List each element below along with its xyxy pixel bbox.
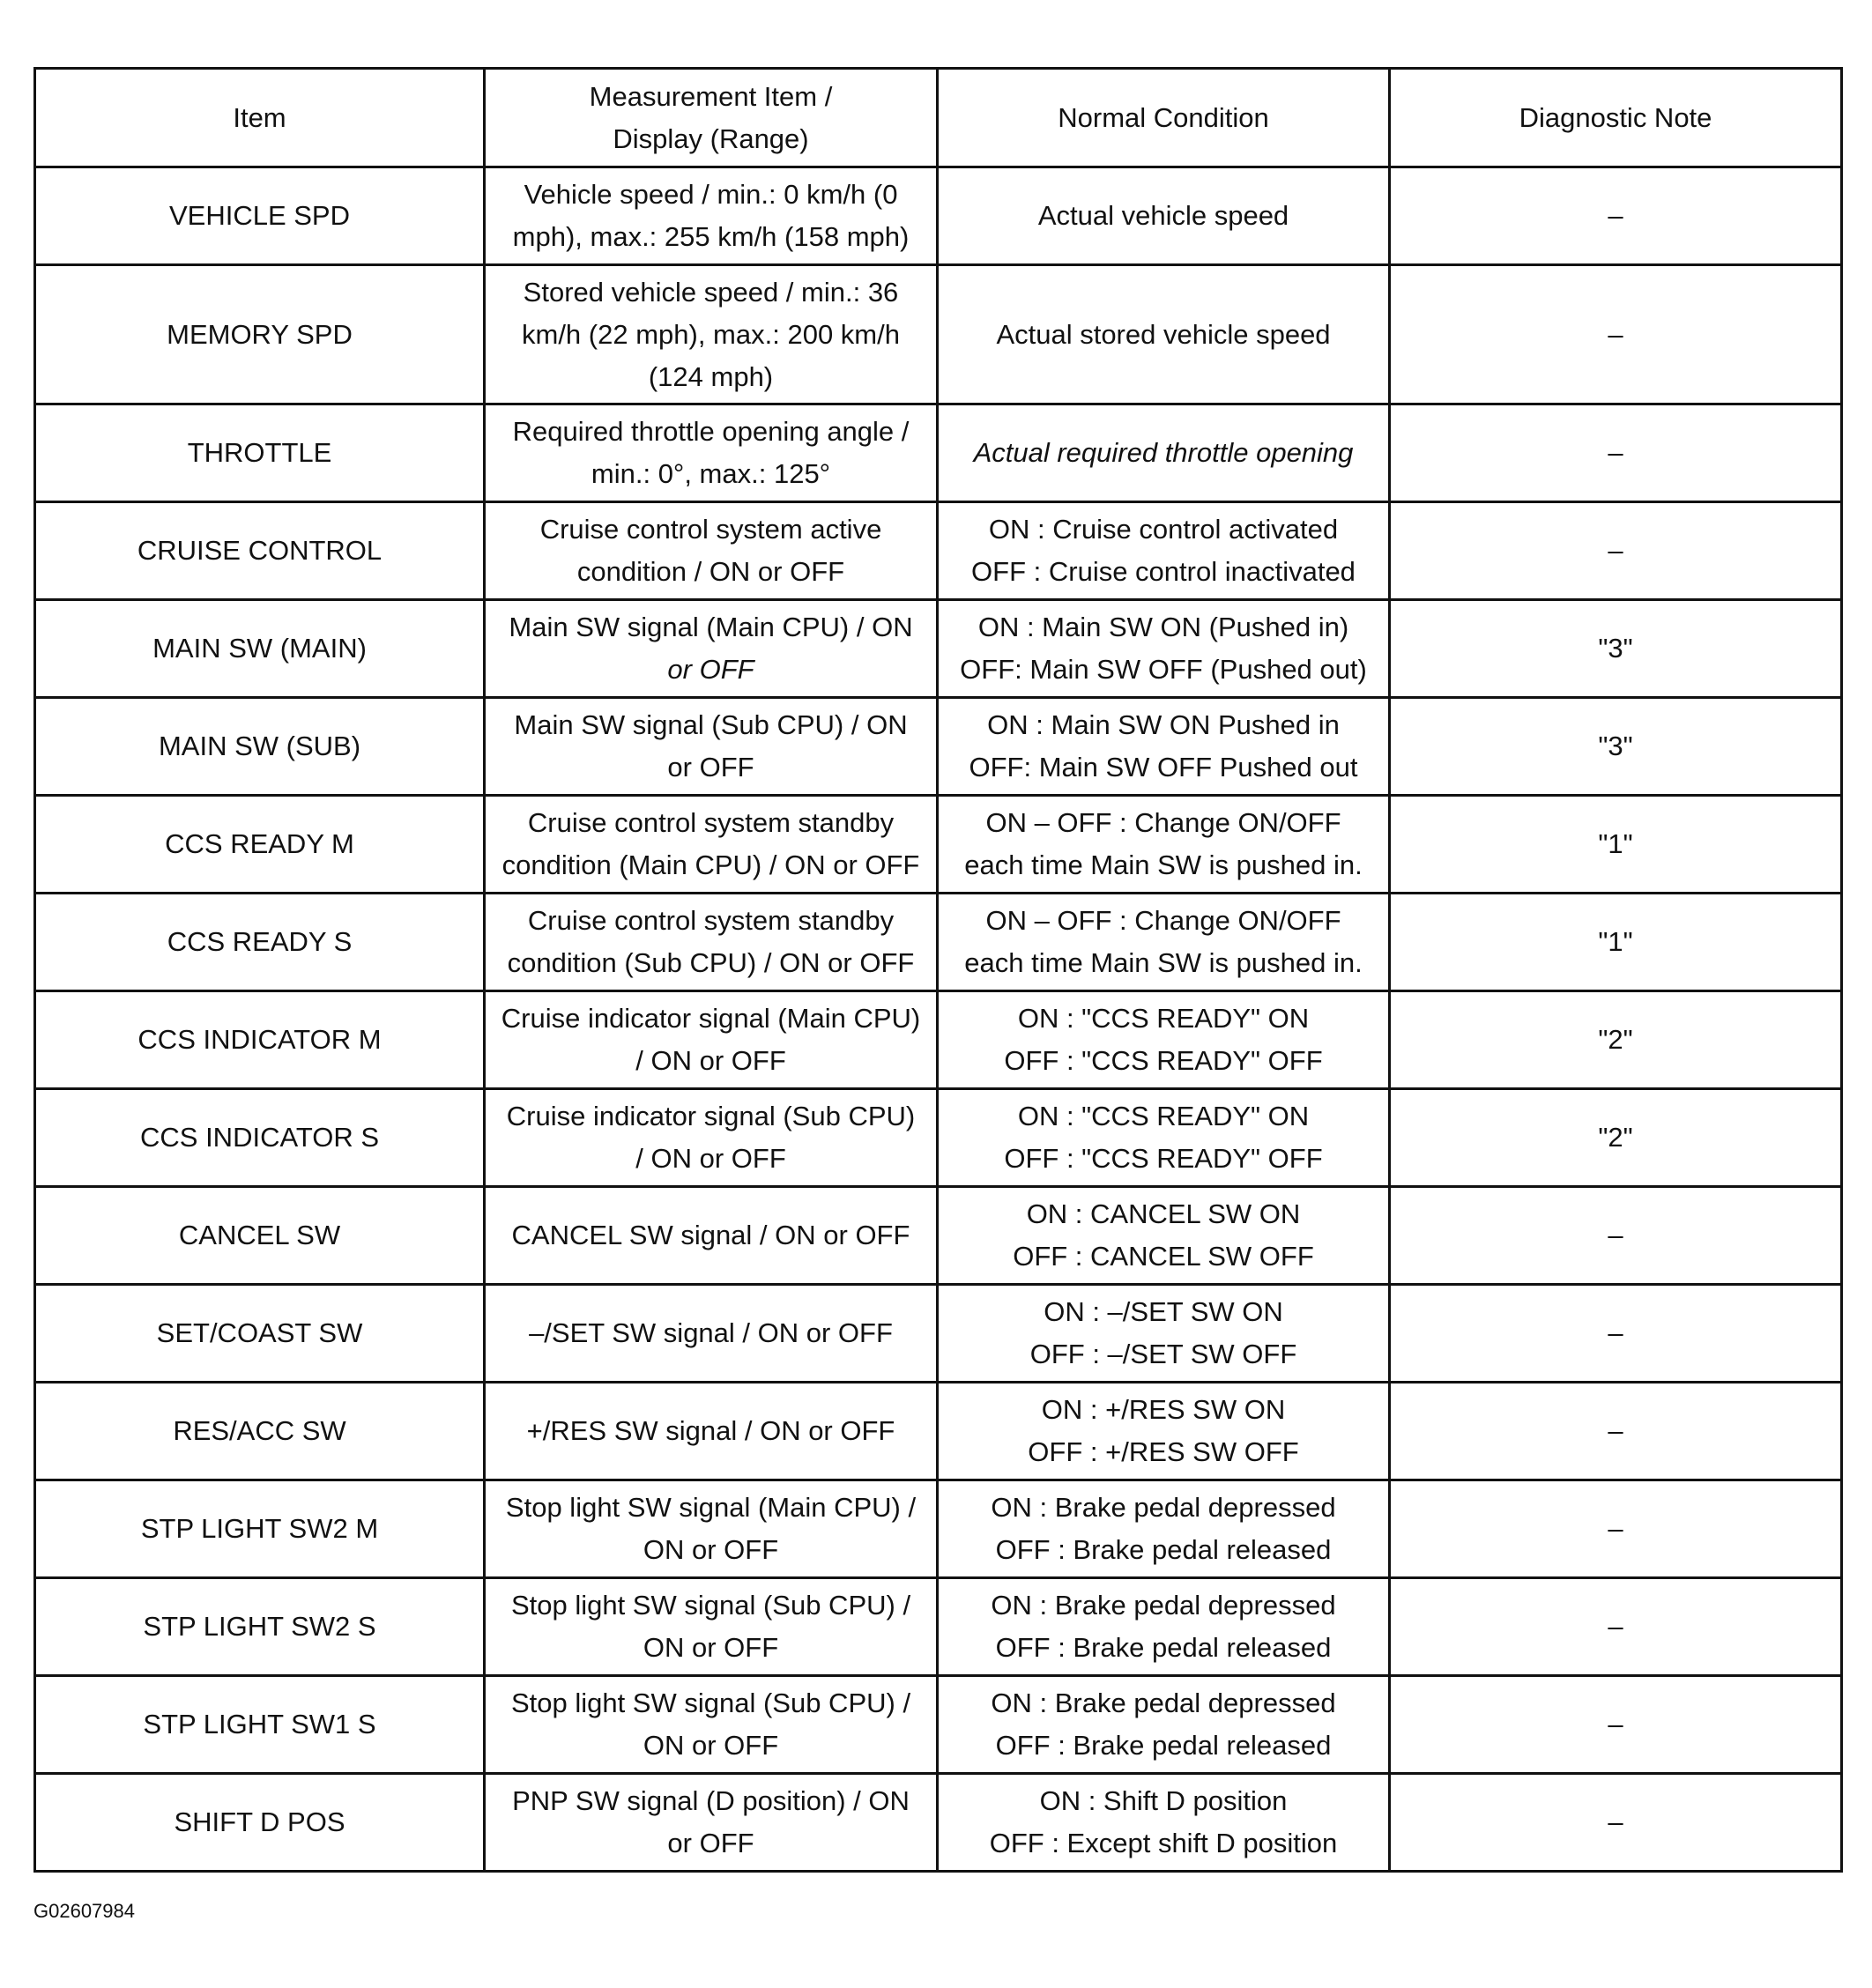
- normal-line: each time Main SW is pushed in.: [964, 947, 1363, 978]
- table-row: [35, 1285, 1842, 1383]
- measurement-line: Stop light SW signal (Main CPU) /: [505, 1492, 917, 1523]
- cell-normal-condition: [938, 1187, 1390, 1285]
- cell-item: CCS READY M: [35, 796, 485, 894]
- cell-item: CANCEL SW: [35, 1187, 485, 1285]
- table-body: [35, 167, 1842, 1872]
- cell-diagnostic-note: "2": [1390, 1089, 1842, 1187]
- table-row: [35, 1187, 1842, 1285]
- table-row: [35, 167, 1842, 265]
- table-row: [35, 1676, 1842, 1774]
- cell-diagnostic-note: "2": [1390, 991, 1842, 1089]
- table-row: [35, 1480, 1842, 1578]
- cell-normal-condition: [938, 265, 1390, 404]
- measurement-line: ON or OFF: [643, 1534, 779, 1565]
- measurement-line: Cruise control system standby: [527, 807, 895, 838]
- normal-line: each time Main SW is pushed in.: [964, 849, 1363, 880]
- cell-measurement: [485, 698, 938, 796]
- cell-measurement: [485, 1480, 938, 1578]
- normal-line: OFF: Main SW OFF Pushed out: [969, 752, 1358, 783]
- table-row: [35, 796, 1842, 894]
- table-row: [35, 698, 1842, 796]
- cell-diagnostic-note: –: [1390, 1578, 1842, 1676]
- table-row: [35, 1089, 1842, 1187]
- cell-diagnostic-note: "3": [1390, 600, 1842, 698]
- normal-line: OFF : "CCS READY" OFF: [1004, 1143, 1323, 1174]
- cell-measurement: [485, 502, 938, 600]
- cell-diagnostic-note: –: [1390, 265, 1842, 404]
- cell-item: CCS READY S: [35, 894, 485, 991]
- normal-line: ON : Brake pedal depressed: [991, 1688, 1336, 1718]
- cell-diagnostic-note: "1": [1390, 894, 1842, 991]
- measurement-line: km/h (22 mph), max.: 200 km/h: [522, 318, 900, 350]
- cell-item: MAIN SW (MAIN): [35, 600, 485, 698]
- cell-normal-condition: [938, 167, 1390, 265]
- cell-item: STP LIGHT SW2 S: [35, 1578, 485, 1676]
- table-row: [35, 1578, 1842, 1676]
- measurement-line: Vehicle speed / min.: 0 km/h (0: [524, 179, 898, 210]
- measurement-line: Main SW signal (Sub CPU) / ON: [514, 709, 908, 740]
- table-row: [35, 991, 1842, 1089]
- measurement-line: condition (Main CPU) / ON or OFF: [501, 849, 920, 880]
- cell-normal-condition: [938, 1089, 1390, 1187]
- cell-item: CCS INDICATOR S: [35, 1089, 485, 1187]
- cell-normal-condition: [938, 600, 1390, 698]
- cell-diagnostic-note: "3": [1390, 698, 1842, 796]
- normal-line: ON : Main SW ON (Pushed in): [977, 612, 1349, 642]
- normal-line: OFF : Brake pedal released: [995, 1730, 1332, 1761]
- cell-normal-condition: [938, 1480, 1390, 1578]
- cell-diagnostic-note: –: [1390, 167, 1842, 265]
- normal-line: OFF : Except shift D position: [989, 1828, 1338, 1858]
- measurement-line: ON or OFF: [643, 1632, 779, 1663]
- cell-normal-condition: [938, 796, 1390, 894]
- cell-item: CCS INDICATOR M: [35, 991, 485, 1089]
- table-row: [35, 265, 1842, 404]
- cell-diagnostic-note: –: [1390, 1285, 1842, 1383]
- table-row: [35, 502, 1842, 600]
- table-row: [35, 404, 1842, 502]
- cell-measurement: [485, 167, 938, 265]
- cell-measurement: [485, 796, 938, 894]
- normal-line: ON – OFF : Change ON/OFF: [985, 807, 1341, 838]
- cell-measurement: [485, 404, 938, 502]
- cell-normal-condition: [938, 991, 1390, 1089]
- header-diagnostic-note: Diagnostic Note: [1390, 69, 1842, 167]
- measurement-line: Cruise indicator signal (Main CPU): [501, 1003, 921, 1034]
- table-row: [35, 894, 1842, 991]
- header-measurement-line2: Display (Range): [613, 122, 809, 154]
- normal-line: Actual stored vehicle speed: [996, 318, 1331, 350]
- cell-measurement: [485, 1285, 938, 1383]
- normal-line: ON : CANCEL SW ON: [1026, 1198, 1301, 1229]
- cell-item: RES/ACC SW: [35, 1383, 485, 1480]
- cell-diagnostic-note: –: [1390, 502, 1842, 600]
- cell-diagnostic-note: –: [1390, 1480, 1842, 1578]
- normal-line: ON : "CCS READY" ON: [1017, 1101, 1310, 1131]
- cell-diagnostic-note: –: [1390, 1774, 1842, 1872]
- measurement-line: condition / ON or OFF: [576, 556, 845, 587]
- normal-line: OFF : Brake pedal released: [995, 1632, 1332, 1663]
- normal-line: ON : Shift D position: [1039, 1785, 1288, 1816]
- cell-measurement: [485, 1774, 938, 1872]
- cell-measurement: [485, 1578, 938, 1676]
- normal-line: OFF : +/RES SW OFF: [1028, 1436, 1299, 1467]
- header-row: [35, 69, 1842, 167]
- figure-id-label: G02607984: [33, 1900, 135, 1922]
- table-header: [35, 69, 1842, 167]
- measurement-line: mph), max.: 255 km/h (158 mph): [512, 221, 910, 252]
- normal-line: OFF : Cruise control inactivated: [971, 556, 1356, 587]
- measurement-line: Stop light SW signal (Sub CPU) /: [510, 1688, 911, 1718]
- normal-line: ON : Main SW ON Pushed in: [987, 709, 1340, 740]
- cell-diagnostic-note: –: [1390, 1383, 1842, 1480]
- measurement-line: ON or OFF: [643, 1730, 779, 1761]
- measurement-line: Main SW signal (Main CPU) / ON: [509, 612, 913, 642]
- cell-measurement: [485, 600, 938, 698]
- cell-measurement: [485, 894, 938, 991]
- cell-item: STP LIGHT SW2 M: [35, 1480, 485, 1578]
- cell-item: SET/COAST SW: [35, 1285, 485, 1383]
- cell-measurement: [485, 991, 938, 1089]
- cell-diagnostic-note: –: [1390, 1676, 1842, 1774]
- cell-measurement: [485, 1089, 938, 1187]
- cell-normal-condition: [938, 502, 1390, 600]
- normal-line: Actual vehicle speed: [1037, 200, 1289, 231]
- cell-item: THROTTLE: [35, 404, 485, 502]
- cell-item: MAIN SW (SUB): [35, 698, 485, 796]
- measurement-line: condition (Sub CPU) / ON or OFF: [507, 947, 915, 978]
- measurement-line: or OFF: [667, 654, 754, 685]
- measurement-line: Cruise indicator signal (Sub CPU): [506, 1101, 916, 1131]
- table-row: [35, 1774, 1842, 1872]
- header-item: Item: [35, 69, 485, 167]
- normal-line: OFF : –/SET SW OFF: [1029, 1339, 1297, 1369]
- normal-line: ON : Cruise control activated: [988, 514, 1339, 545]
- normal-line: OFF : CANCEL SW OFF: [1013, 1241, 1314, 1272]
- cell-normal-condition: [938, 698, 1390, 796]
- cell-diagnostic-note: –: [1390, 404, 1842, 502]
- header-measurement: [485, 69, 938, 167]
- cell-normal-condition: [938, 1676, 1390, 1774]
- cell-item: CRUISE CONTROL: [35, 502, 485, 600]
- normal-line: OFF : "CCS READY" OFF: [1004, 1045, 1323, 1076]
- normal-line: ON : Brake pedal depressed: [991, 1590, 1336, 1621]
- measurement-line: Required throttle opening angle /: [512, 416, 910, 447]
- normal-line: ON : –/SET SW ON: [1044, 1296, 1283, 1327]
- table-row: [35, 600, 1842, 698]
- measurement-line: min.: 0°, max.: 125°: [591, 458, 831, 489]
- normal-line: ON : +/RES SW ON: [1041, 1394, 1286, 1425]
- header-normal-condition: Normal Condition: [938, 69, 1390, 167]
- normal-line: ON : Brake pedal depressed: [991, 1492, 1336, 1523]
- cell-normal-condition: [938, 1578, 1390, 1676]
- cell-normal-condition: [938, 1285, 1390, 1383]
- measurement-line: PNP SW signal (D position) / ON: [512, 1785, 910, 1816]
- cell-measurement: [485, 1676, 938, 1774]
- cell-measurement: [485, 265, 938, 404]
- table-row: [35, 1383, 1842, 1480]
- cell-measurement: [485, 1383, 938, 1480]
- measurement-line: (124 mph): [648, 360, 774, 392]
- normal-line: OFF: Main SW OFF (Pushed out): [960, 654, 1367, 685]
- measurement-line: +/RES SW signal / ON or OFF: [526, 1415, 895, 1446]
- header-measurement-line1: Measurement Item /: [589, 80, 833, 112]
- measurement-line: or OFF: [667, 752, 754, 783]
- cell-item: VEHICLE SPD: [35, 167, 485, 265]
- cell-normal-condition: [938, 894, 1390, 991]
- measurement-line: Cruise control system active: [539, 514, 882, 545]
- cell-item: SHIFT D POS: [35, 1774, 485, 1872]
- measurement-line: Stored vehicle speed / min.: 36: [523, 276, 899, 308]
- normal-line: Actual required throttle opening: [973, 437, 1354, 468]
- cell-normal-condition: [938, 404, 1390, 502]
- cell-measurement: [485, 1187, 938, 1285]
- measurement-line: / ON or OFF: [635, 1045, 786, 1076]
- measurement-line: Stop light SW signal (Sub CPU) /: [510, 1590, 911, 1621]
- normal-line: ON : "CCS READY" ON: [1017, 1003, 1310, 1034]
- cell-normal-condition: [938, 1383, 1390, 1480]
- measurement-line: –/SET SW signal / ON or OFF: [529, 1317, 893, 1348]
- normal-line: ON – OFF : Change ON/OFF: [985, 905, 1341, 936]
- cell-normal-condition: [938, 1774, 1390, 1872]
- cell-diagnostic-note: –: [1390, 1187, 1842, 1285]
- diagnostic-data-table: [33, 67, 1843, 1873]
- normal-line: OFF : Brake pedal released: [995, 1534, 1332, 1565]
- measurement-line: CANCEL SW signal / ON or OFF: [511, 1220, 910, 1250]
- cell-item: STP LIGHT SW1 S: [35, 1676, 485, 1774]
- measurement-line: / ON or OFF: [635, 1143, 786, 1174]
- cell-item: MEMORY SPD: [35, 265, 485, 404]
- cell-diagnostic-note: "1": [1390, 796, 1842, 894]
- measurement-line: or OFF: [667, 1828, 754, 1858]
- measurement-line: Cruise control system standby: [527, 905, 895, 936]
